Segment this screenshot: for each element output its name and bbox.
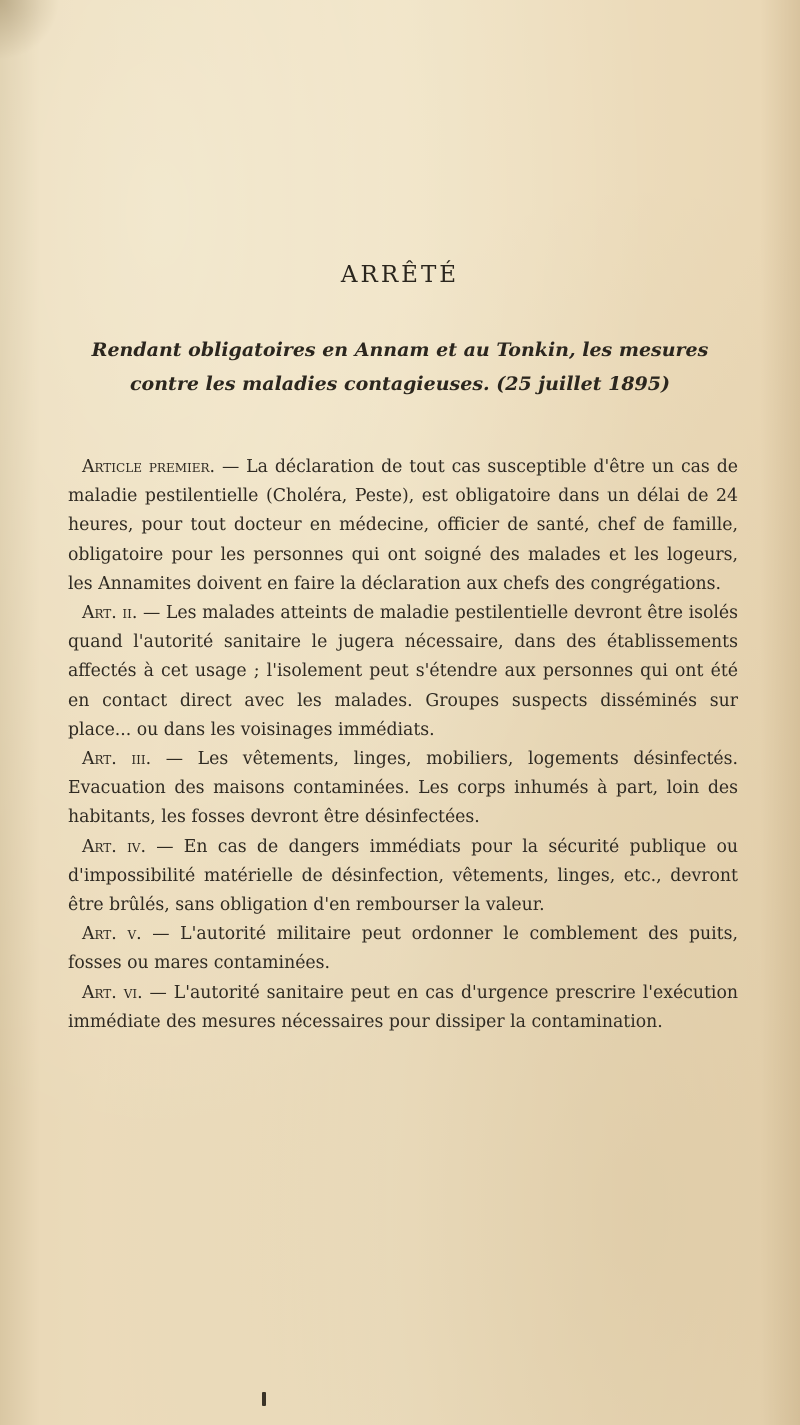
page-corner-shadow [0,0,60,60]
article-6-text: — L'autorité sanitaire peut en cas d'urgence prescrire l'exécution immédiate des mesures nécessaires pour dissiper la contamination. [68,982,738,1032]
article-4 [68,833,738,921]
article-5-text: — L'autorité militaire peut ordonner le comblement des puits, fosses ou mares contaminées. [68,924,738,974]
article-1-text: — La déclaration de tout cas susceptible d'être un cas de maladie pestilentielle (Choléra, Peste), est obligatoire dans un délai de 24 heures, pour tout docteur en médecine, officier de santé, chef de famille, obligatoire pour les personnes qui ont soigné des malades et les logeurs, les Annamites doivent en faire la déclaration aux chefs des congrégations. [68,457,738,594]
articles-body [68,453,738,1037]
article-3 [68,745,738,833]
article-2 [68,599,738,745]
article-1 [68,453,738,599]
article-3-heading: Art. iii. [82,749,152,770]
article-6-heading: Art. vi. [82,982,143,1003]
subtitle-line-2: contre les maladies contagieuses. (25 juillet 1895) [129,373,670,395]
page-title: ARRÊTÉ [340,262,460,288]
article-2-heading: Art. ii. [82,603,138,624]
article-3-text: — Les vêtements, linges, mobiliers, logements désinfectés. Evacuation des maisons contaminées. Les corps inhumés à part, loin des habitants, les fosses devront être désinfectées. [68,749,738,828]
binding-mark [262,1392,266,1406]
article-5-heading: Art. v. [82,924,142,945]
article-4-heading: Art. iv. [82,836,146,857]
article-6 [68,979,738,1037]
article-5 [68,920,738,978]
article-4-text: — En cas de dangers immédiats pour la sécurité publique ou d'impossibilité matérielle de désinfection, vêtements, linges, etc., devront être brûlés, sans obligation d'en rembourser la valeur. [68,836,738,916]
article-2-text: — Les malades atteints de maladie pestilentielle devront être isolés quand l'autorité sanitaire le jugera nécessaire, dans des établissements affectés à cet usage ; l'isolement peut s'étendre aux personnes qui ont été en contact direct avec les malades. Groupes suspects disséminés sur place... ou dans les voisinages immédiats. [68,603,738,740]
article-1-heading: Article premier. [82,457,216,477]
subtitle-line-1: Rendant obligatoires en Annam et au Tonkin, les mesures [91,339,709,361]
